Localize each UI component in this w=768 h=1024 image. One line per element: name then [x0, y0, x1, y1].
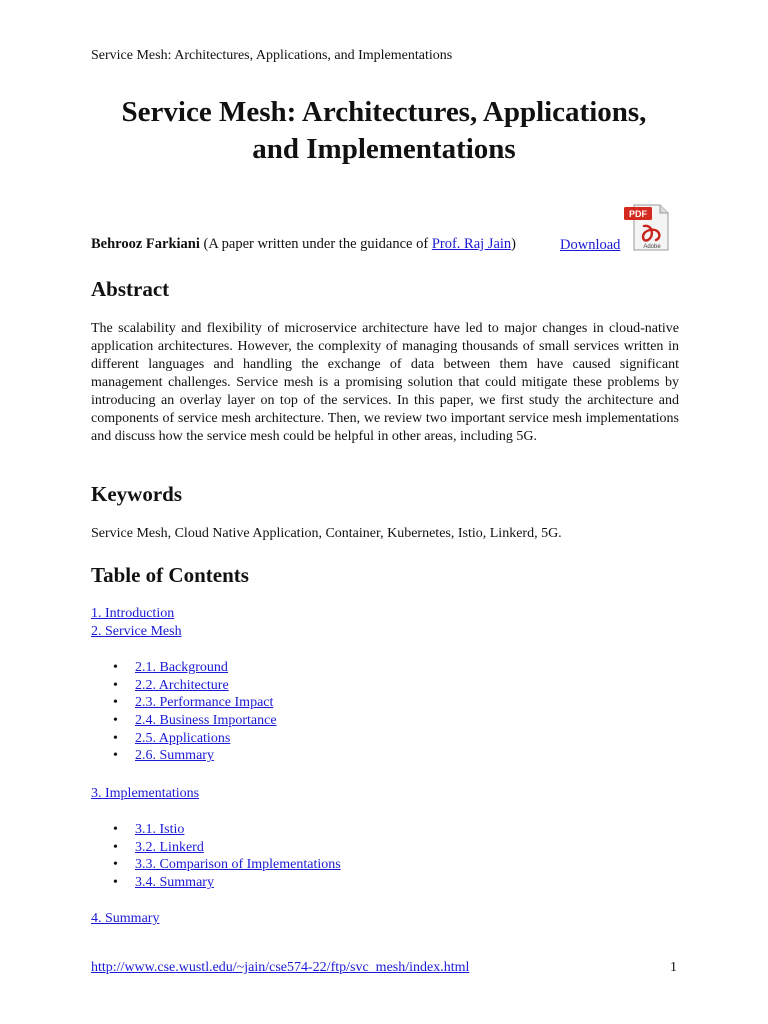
toc-list-item — [91, 839, 341, 857]
toc-list-item — [91, 747, 277, 765]
pdf-icon-brand: Adobe — [643, 244, 661, 250]
bullet-icon: • — [113, 713, 118, 729]
keywords-heading: Keywords — [91, 482, 182, 506]
toc-list-item — [91, 874, 341, 892]
bullet-icon: • — [113, 875, 118, 891]
download-link[interactable]: Download — [560, 237, 621, 253]
bullet-icon: • — [113, 695, 118, 711]
toc-sublist-implementations — [91, 821, 341, 892]
toc-link-introduction[interactable]: 1. Introduction — [91, 606, 175, 621]
running-header: Service Mesh: Architectures, Applications, and Implementations — [91, 48, 453, 63]
toc-list-item — [91, 712, 277, 730]
page-title — [60, 94, 708, 168]
author-note-suffix: ) — [511, 236, 516, 252]
bullet-icon: • — [113, 730, 118, 746]
page-number: 1 — [670, 960, 677, 975]
toc-link-architecture[interactable]: 2.2. Architecture — [135, 677, 229, 693]
toc-list-item — [91, 694, 277, 712]
pdf-icon-label: PDF — [629, 209, 647, 219]
toc-list-item — [91, 677, 277, 695]
toc-heading: Table of Contents — [91, 563, 249, 587]
bullet-icon: • — [113, 857, 118, 873]
toc-link-summary-2-6[interactable]: 2.6. Summary — [135, 748, 214, 764]
author-name: Behrooz Farkiani — [91, 236, 200, 252]
bullet-icon: • — [113, 677, 118, 693]
advisor-link[interactable]: Prof. Raj Jain — [431, 236, 512, 252]
toc-link-applications[interactable]: 2.5. Applications — [135, 730, 231, 746]
toc-link-istio[interactable]: 3.1. Istio — [135, 822, 185, 837]
keywords-text: Service Mesh, Cloud Native Application, Container, Kubernetes, Istio, Linkerd, 5G. — [91, 526, 562, 541]
toc-list-item — [91, 659, 277, 677]
abstract-text: The scalability and flexibility of microservice architecture have led to major changes in cloud-native application architectures. However, the complexity of managing thousands of small services written in different languages and handling the exchange of data between them have caused significant management challenges. Service mesh is a promising solution that could mitigate these problems by introducing an overlay layer on top of the services. In this paper, we first study the architecture and components of service mesh architecture. Then, we review two important service mesh implementations and discuss how the service mesh could be helpful in other areas, including 5G. — [91, 321, 679, 444]
toc-list-item — [91, 856, 341, 874]
toc-link-service-mesh[interactable]: 2. Service Mesh — [91, 624, 182, 639]
toc-list-item — [91, 730, 277, 748]
bullet-icon: • — [113, 748, 118, 764]
author-note-prefix: (A paper written under the guidance of — [199, 236, 432, 252]
toc-link-business-importance[interactable]: 2.4. Business Importance — [135, 713, 277, 729]
toc-link-background[interactable]: 2.1. Background — [135, 660, 228, 675]
title-line-1: Service Mesh: Architectures, Applications, — [121, 96, 647, 128]
toc-list-item — [91, 821, 341, 839]
toc-link-summary-3-4[interactable]: 3.4. Summary — [135, 875, 214, 891]
title-line-2: and Implementations — [252, 133, 516, 165]
pdf-file-icon[interactable] — [622, 202, 670, 252]
bullet-icon: • — [113, 822, 118, 837]
bullet-icon: • — [113, 660, 118, 675]
abstract-heading: Abstract — [91, 277, 170, 301]
footer-url-link[interactable]: http://www.cse.wustl.edu/~jain/cse574-22/ftp/svc_mesh/index.html — [91, 960, 470, 975]
toc-link-performance-impact[interactable]: 2.3. Performance Impact — [135, 695, 274, 711]
toc-link-linkerd[interactable]: 3.2. Linkerd — [135, 839, 204, 855]
author-line — [91, 235, 516, 253]
toc-link-comparison[interactable]: 3.3. Comparison of Implementations — [135, 857, 341, 873]
toc-sublist-service-mesh — [91, 659, 277, 765]
bullet-icon: • — [113, 839, 118, 855]
toc-link-implementations[interactable]: 3. Implementations — [91, 786, 200, 801]
toc-link-summary[interactable]: 4. Summary — [91, 911, 160, 926]
